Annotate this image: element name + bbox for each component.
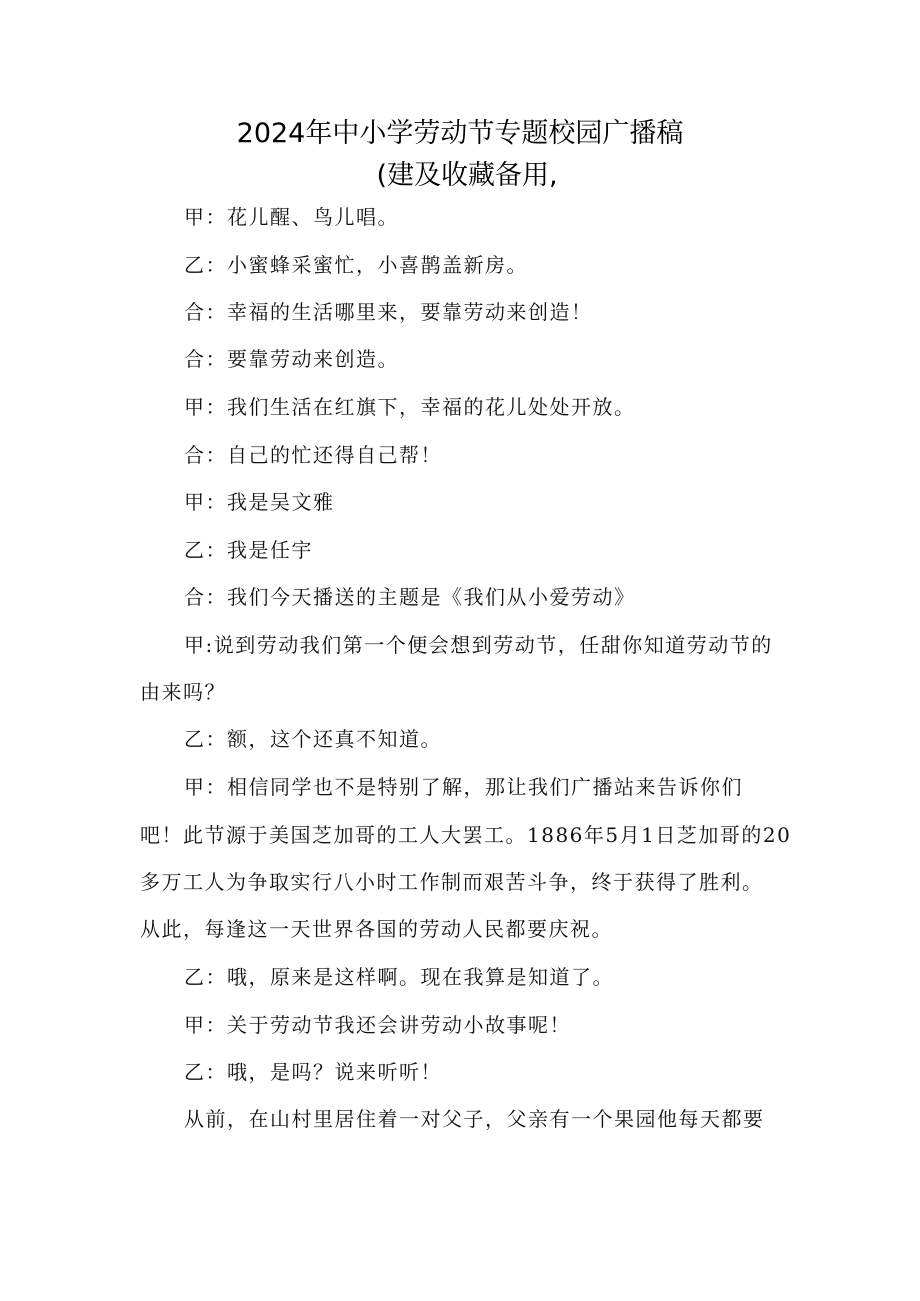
dialogue-line: 合：要靠劳动来创造。 [184,347,399,371]
dialogue-line: 由来吗？ [140,680,226,704]
dialogue-line: 乙：小蜜蜂采蜜忙，小喜鹊盖新房。 [184,253,528,277]
dialogue-line: 从前，在山村里居住着一对父子，父亲有一个果园他每天都要 [184,1107,765,1131]
dialogue-line: 合：幸福的生活哪里来，要靠劳动来创造！ [184,300,593,324]
dialogue-line: 甲：我们生活在红旗下，幸福的花儿处处开放。 [184,395,636,419]
dialogue-line: 乙：哦，原来是这样啊。现在我算是知道了。 [184,965,614,989]
dialogue-line: 吧！此节源于美国芝加哥的工人大罢工。1886年5月1日芝加哥的20 [140,823,792,847]
dialogue-line: 甲:说到劳动我们第一个便会想到劳动节，任甜你知道劳动节的 [184,633,773,657]
document-title: 2024年中小学劳动节专题校园广播稿 [236,118,684,149]
dialogue-line: 多万工人为争取实行八小时工作制而艰苦斗争，终于获得了胜利。 [140,870,764,894]
dialogue-line: 乙：我是任宇 [184,538,313,562]
dialogue-line: 甲：相信同学也不是特别了解，那让我们广播站来告诉你们 [184,775,743,799]
dialogue-line: 乙：额，这个还真不知道。 [184,727,442,751]
dialogue-line: 甲：关于劳动节我还会讲劳动小故事呢！ [184,1013,571,1037]
dialogue-line: 合：自己的忙还得自己帮！ [184,443,442,467]
document-subtitle: (建及收藏备用, [376,160,558,191]
dialogue-line: 从此，每逢这一天世界各国的劳动人民都要庆祝。 [140,917,613,941]
dialogue-line: 甲：花儿醒、鸟儿唱。 [184,205,399,229]
dialogue-line: 乙：哦，是吗？说来听听！ [184,1060,442,1084]
dialogue-line: 甲：我是吴文雅 [184,490,335,514]
dialogue-line: 合：我们今天播送的主题是《我们从小爱劳动》 [184,585,636,609]
